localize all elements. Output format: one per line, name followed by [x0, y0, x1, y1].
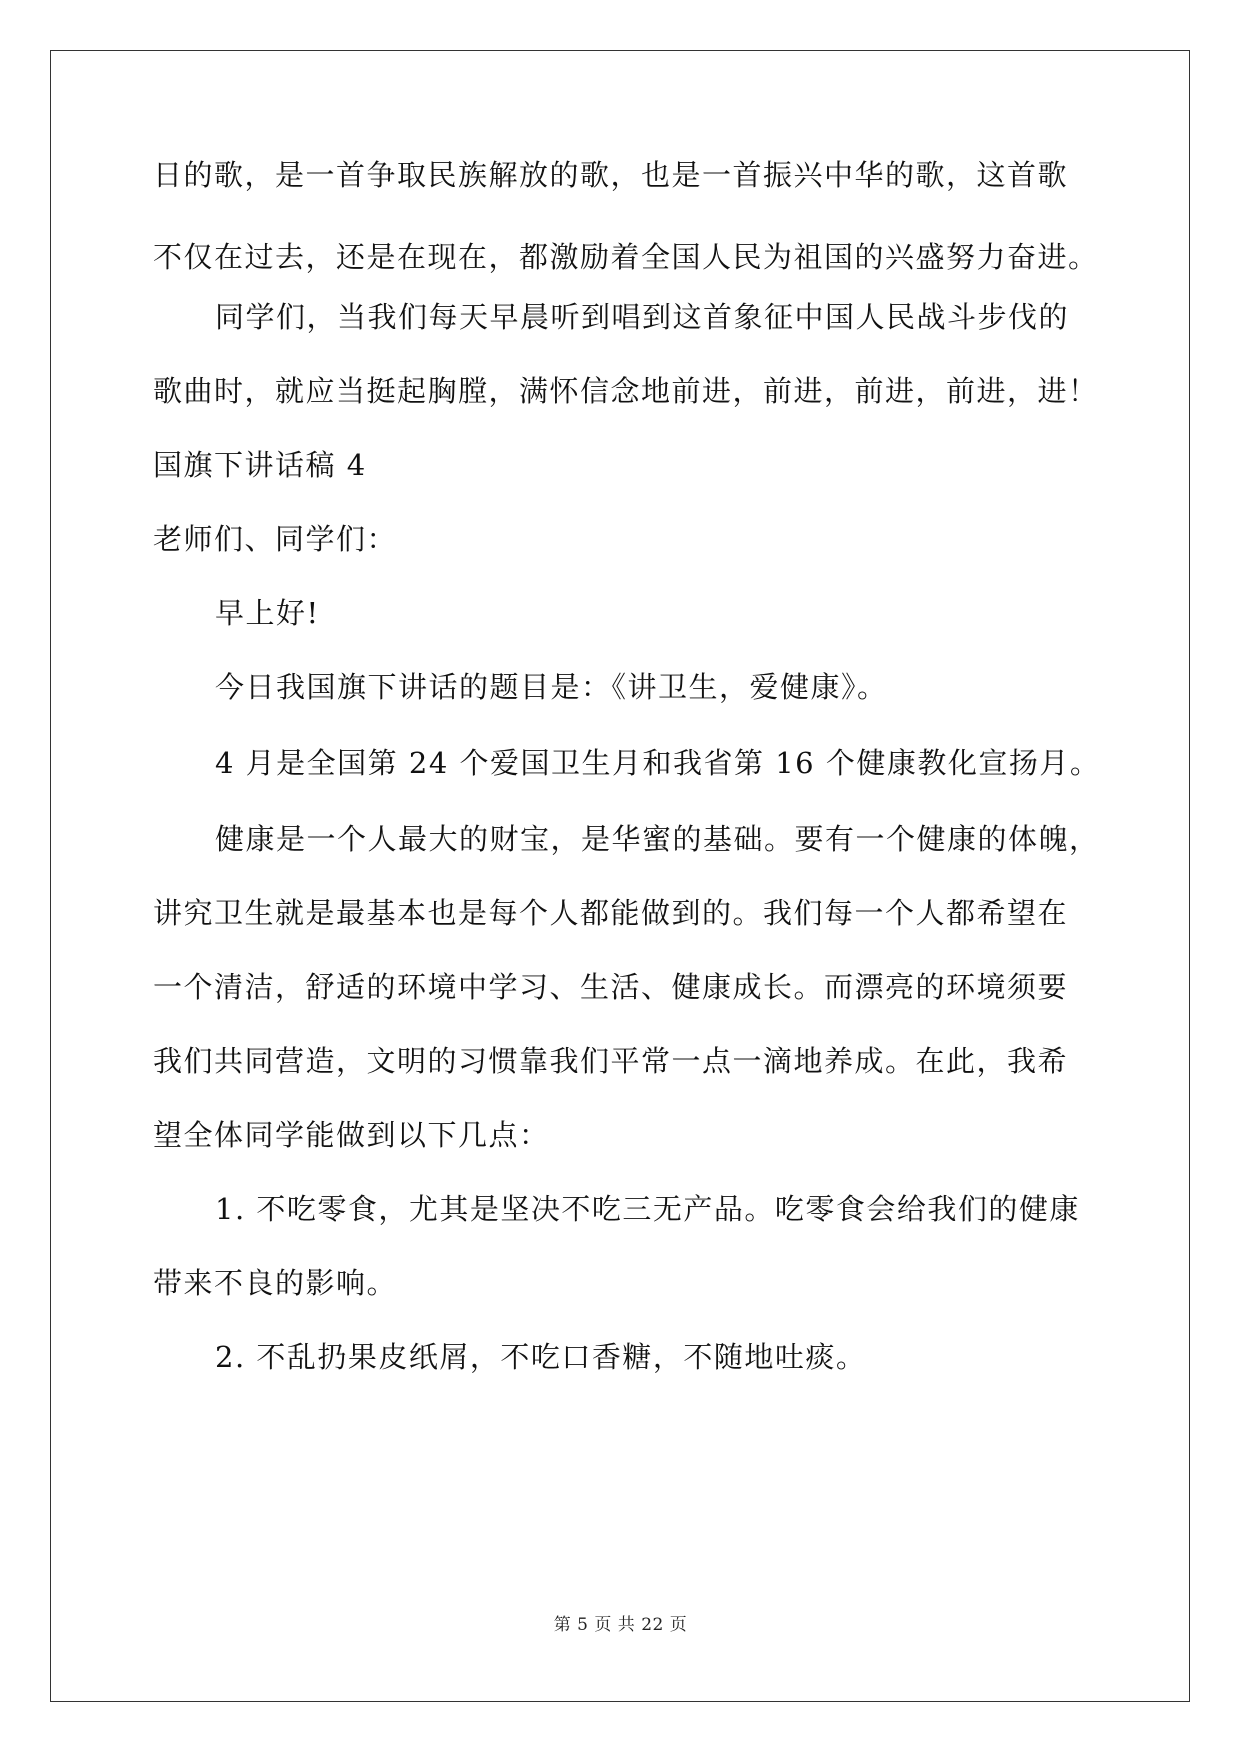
section-heading: 国旗下讲话稿 4 [153, 448, 367, 482]
text-line: 讲究卫生就是最基本也是每个人都能做到的。我们每一个人都希望在 [153, 896, 1069, 930]
list-item: 2. 不乱扔果皮纸屑，不吃口香糖，不随地吐痰。 [215, 1340, 867, 1374]
text-line: 不仅在过去，还是在现在，都激励着全国人民为祖国的兴盛努力奋进。 [153, 240, 1099, 274]
text-line: 一个清洁，舒适的环境中学习、生活、健康成长。而漂亮的环境须要 [153, 970, 1069, 1004]
greeting: 早上好! [215, 596, 320, 630]
text-line: 歌曲时，就应当挺起胸膛，满怀信念地前进，前进，前进，前进，进！ [153, 374, 1099, 408]
list-item: 1. 不吃零食，尤其是坚决不吃三无产品。吃零食会给我们的健康 [215, 1192, 1080, 1226]
salutation: 老师们、同学们： [153, 522, 398, 556]
text-line: 今日我国旗下讲话的题目是：《讲卫生，爱健康》。 [215, 670, 888, 704]
text-line: 4 月是全国第 24 个爱国卫生月和我省第 16 个健康教化宣扬月。 [215, 746, 1101, 780]
text-line: 我们共同营造，文明的习惯靠我们平常一点一滴地养成。在此，我希 [153, 1044, 1069, 1078]
text-line: 带来不良的影响。 [153, 1266, 398, 1300]
page-number-footer: 第 5 页 共 22 页 [553, 1615, 688, 1635]
text-line: 同学们，当我们每天早晨听到唱到这首象征中国人民战斗步伐的 [215, 300, 1070, 334]
text-line: 健康是一个人最大的财宝，是华蜜的基础。要有一个健康的体魄， [215, 822, 1100, 856]
text-line: 望全体同学能做到以下几点： [153, 1118, 550, 1152]
text-line: 日的歌，是一首争取民族解放的歌，也是一首振兴中华的歌，这首歌 [153, 158, 1069, 192]
